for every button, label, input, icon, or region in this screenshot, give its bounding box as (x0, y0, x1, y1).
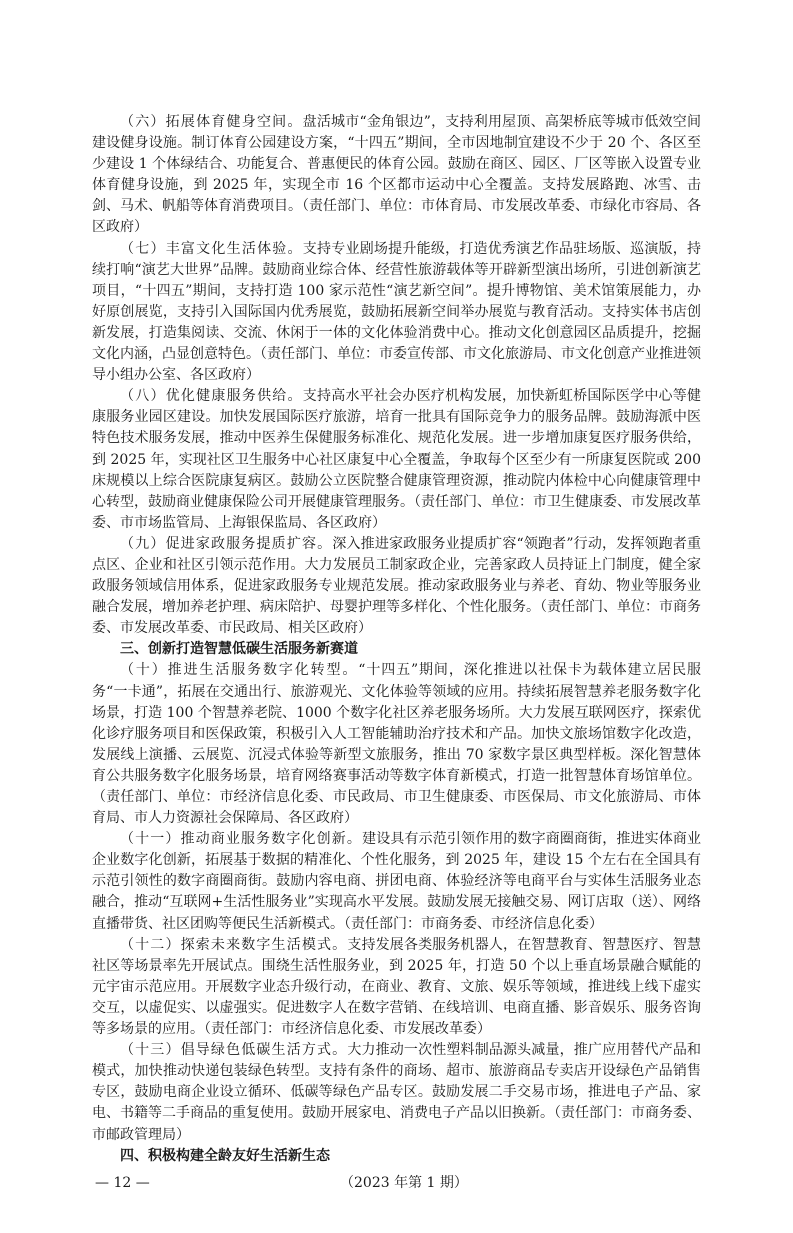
section-heading-3: 三、创新打造智慧低碳生活服务新赛道 (120, 641, 358, 658)
paragraph-text: 支持专业剧场提升能级，打造优秀演艺作品驻场版、巡演版，持续打响“演艺大世界”品牌。鼓励商业综合体、经营性旅游载体等开辟新型演出场所，引进创新演艺项目，“十四五”期间，支持打造 100 家示范性“演艺新空间”。提升博物馆、美术馆策展能力，办好原创展览，支持引入国际国内优秀展览，鼓励拓展新空间举办展览与教育活动。支持实体书店创新发展，打造集阅读、交流、休闲于一体的文化体验消费中心。推动文化创意园区品质提升，挖掘文化内涵，凸显创意特色。（责任部门、单位：市委宣传部、市文化旅游局、市文化创意产业推进领导小组办公室、各区政府） (92, 240, 702, 384)
paragraph-text: 建设具有示范引领作用的数字商圈商街，推进实体商业企业数字化创新，拓展基于数据的精准化、个性化服务，到 2025 年，建设 15 个左右在全国具有示范引领性的数字商圈商街。鼓励内容电商、拼团电商、体验经济等电商平台与实体生活服务业态融合，推动“互联网+生活性服务业”实现高水平发展。鼓励发展无接触交易、网订店取（送）、网络直播带货、社区团购等便民生活新模式。（责任部门：市商务委、市经济信息化委） (92, 831, 702, 932)
paragraph-7 (92, 239, 701, 387)
paragraph-lead: （十二）探索未来数字生活模式。 (120, 936, 348, 953)
paragraph-text: 大力推动一次性塑料制品源头减量，推广应用替代产品和模式，加快推动快递包装绿色转型。支持有条件的商场、超市、旅游商品专卖店开设绿色产品销售专区，鼓励电商企业设立循环、低碳等绿色产品专区。鼓励发展二手交易市场，推进电子产品、家电、书籍等二手商品的重复使用。鼓励开展家电、消费电子产品以旧换新。（责任部门：市商务委、市邮政管理局） (92, 1042, 702, 1143)
paragraph-lead: （十）推进生活服务数字化转型。 (120, 662, 359, 679)
document-body (92, 112, 701, 1167)
paragraph-text: “十四五”期间，深化推进以社保卡为载体建立居民服务“一卡通”，拓展在交通出行、旅游观光、文化体验等领域的应用。持续拓展智慧养老服务数字化场景，打造 100 个智慧养老院、1000 个数字化社区养老服务场所。大力发展互联网医疗，探索优化诊疗服务项目和医保政策，积极引入人工智能辅助治疗技术和产品。加快文旅场馆数字化改造，发展线上演播、云展览、沉浸式体验等新型文旅服务，推出 70 家数字景区典型样板。深化智慧体育公共服务数字化服务场景，培育网络赛事活动等数字体育新模式，打造一批智慧体育场馆单位。（责任部门、单位：市经济信息化委、市民政局、市卫生健康委、市医保局、市文化旅游局、市体育局、市人力资源社会保障局、各区政府） (92, 662, 701, 827)
issue-label: （2023 年第 1 期） (340, 1174, 468, 1191)
paragraph-text: 支持高水平社会办医疗机构发展，加快新虹桥国际医学中心等健康服务业园区建设。加快发展国际医疗旅游，培育一批具有国际竞争力的服务品牌。鼓励海派中医特色技术服务发展，推动中医养生保健服务标准化、规范化发展。进一步增加康复医疗服务供给，到 2025 年，实现社区卫生服务中心社区康复中心全覆盖，争取每个区至少有一所康复医院或 200 床规模以上综合医院康复病区。鼓励公立医院整合健康管理资源，推动院内体检中心向健康管理中心转型，鼓励商业健康保险公司开展健康管理服务。（责任部门、单位：市卫生健康委、市发展改革委、市市场监管局、上海银保监局、各区政府） (92, 388, 702, 531)
paragraph-lead: （十三）倡导绿色低碳生活方式。 (120, 1042, 348, 1059)
section-heading-4: 四、积极构建全龄友好生活新生态 (120, 1147, 330, 1164)
page-number: — 12 — (95, 1174, 150, 1191)
paragraph-8 (92, 386, 701, 534)
paragraph-11 (92, 829, 701, 934)
paragraph-lead: （十一）推动商业服务数字化创新。 (120, 831, 363, 848)
paragraph-text: 盘活城市“金角银边”，支持利用屋顶、高架桥底等城市低效空间建设健身设施。制订体育公园建设方案，“十四五”期间，全市因地制宜建设不少于 20 个、各区至少建设 1 个体绿结合、功能复合、普惠便民的体育公园。鼓励在商区、园区、厂区等嵌入设置专业体育健身设施，到 2025 年，实现全市 16 个区都市运动中心全覆盖。支持发展路跑、冰雪、击剑、马术、帆船等体育消费项目。（责任部门、单位：市体育局、市发展改革委、市绿化市容局、各区政府） (92, 114, 701, 236)
page-footer (95, 1173, 701, 1193)
paragraph-13 (92, 1040, 701, 1145)
paragraph-text: 深入推进家政服务业提质扩容“领跑者”行动，发挥领跑者重点区、企业和社区引领示范作用。大力发展员工制家政企业，完善家政人员持证上门制度，健全家政服务领域信用体系，促进家政服务专业规范发展。推动家政服务业与养老、育幼、物业等服务业融合发展，增加养老护理、病床陪护、母婴护理等多样化、个性化服务。（责任部门、单位：市商务委、市发展改革委、市民政局、相关区政府） (92, 535, 701, 637)
paragraph-lead: （六）拓展体育健身空间。 (120, 114, 303, 130)
paragraph-9 (92, 534, 701, 639)
paragraph-text: 支持发展各类服务机器人，在智慧教育、智慧医疗、智慧社区等场景率先开展试点。围绕生活性服务业，到 2025 年，打造 50 个以上垂直场景融合赋能的元宇宙示范应用。开展数字业态升级行动，在商业、教育、文旅、娱乐等领域，推进线上线下虚实交互，以虚促实、以虚强实。促进数字人在数字营销、在线培训、电商直播、影音娱乐、服务咨询等多场景的应用。（责任部门：市经济信息化委、市发展改革委） (92, 936, 702, 1038)
paragraph-lead: （八）优化健康服务供给。 (120, 388, 303, 405)
paragraph-12 (92, 935, 701, 1040)
paragraph-lead: （七）丰富文化生活体验。 (120, 240, 303, 257)
paragraph-6 (92, 112, 701, 239)
paragraph-lead: （九）促进家政服务提质扩容。 (120, 535, 333, 552)
paragraph-10 (92, 660, 701, 829)
